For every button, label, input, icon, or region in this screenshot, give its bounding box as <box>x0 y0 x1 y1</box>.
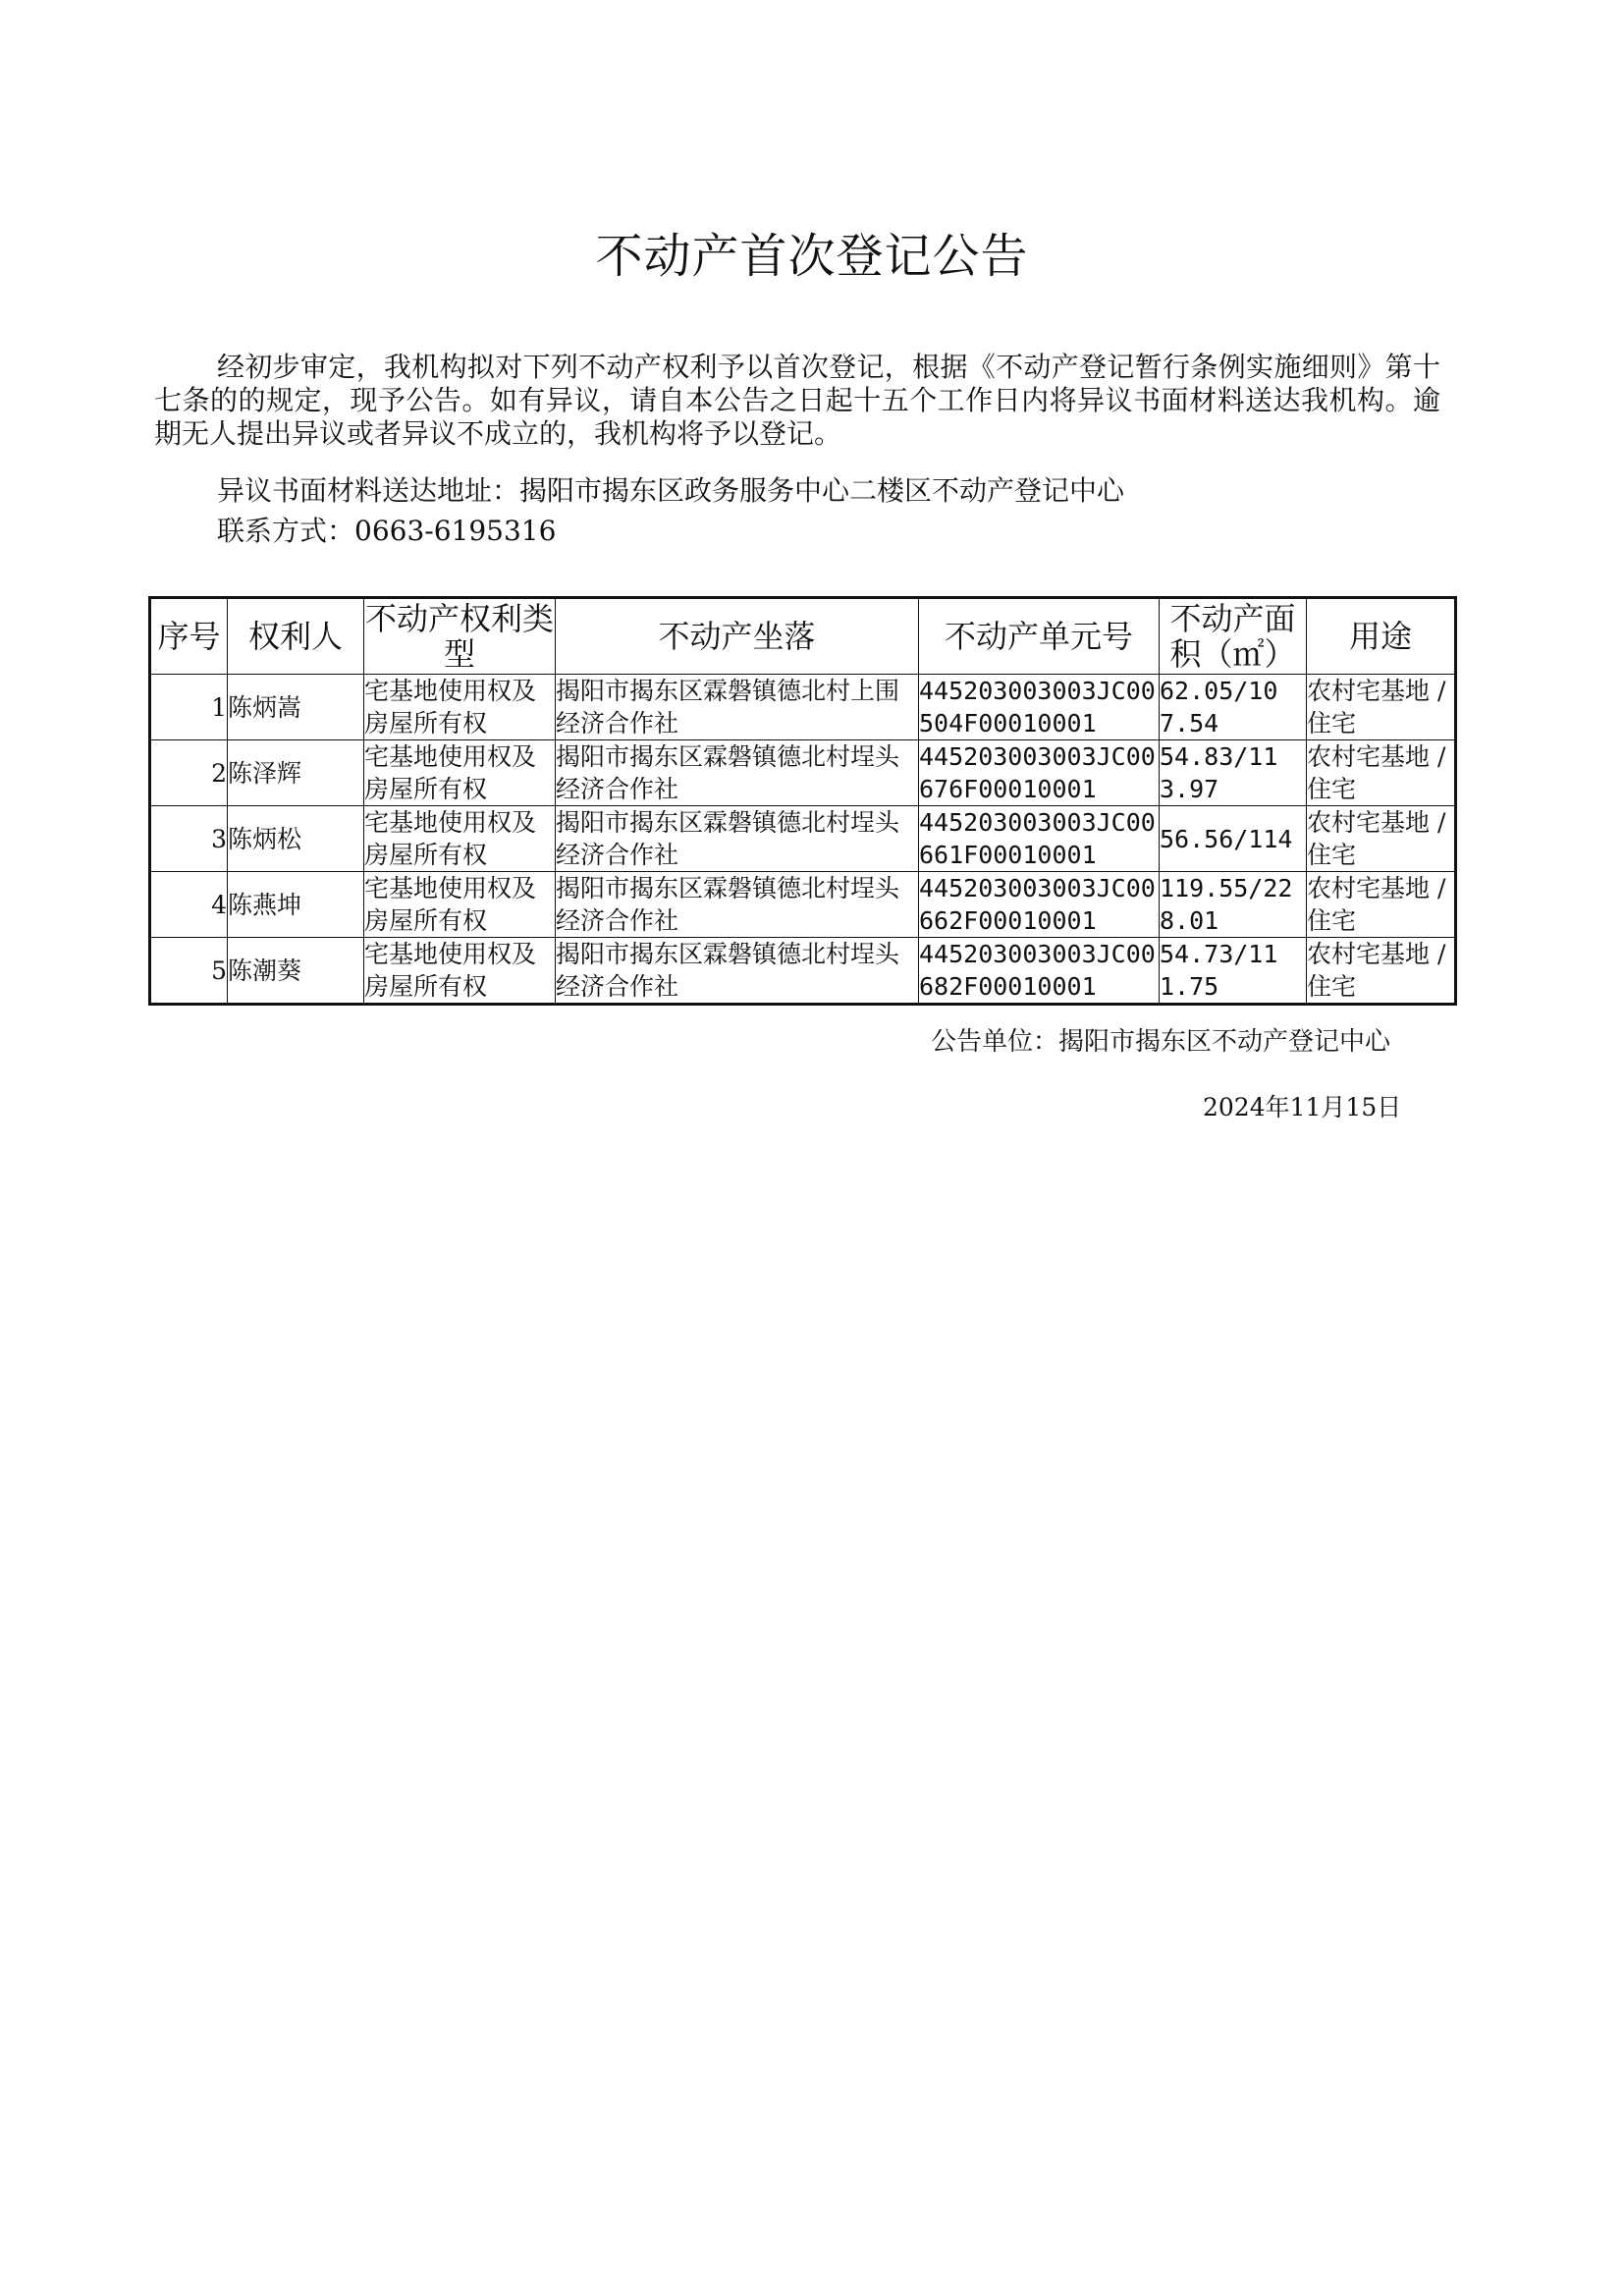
objection-address: 异议书面材料送达地址：揭阳市揭东区政务服务中心二楼区不动产登记中心 <box>217 474 1125 507</box>
cell-right-type: 宅基地使用权及房屋所有权 <box>364 740 556 806</box>
cell-use: 农村宅基地 / 住宅 <box>1307 938 1456 1005</box>
header-owner: 权利人 <box>228 598 364 675</box>
cell-use: 农村宅基地 / 住宅 <box>1307 675 1456 740</box>
cell-use: 农村宅基地 / 住宅 <box>1307 806 1456 872</box>
header-area: 不动产面积（㎡） <box>1160 598 1307 675</box>
cell-unit-no: 445203003003JC00676F00010001 <box>919 740 1160 806</box>
table-row <box>150 872 1456 938</box>
cell-location: 揭阳市揭东区霖磐镇德北村埕头经济合作社 <box>556 806 919 872</box>
page-title: 不动产首次登记公告 <box>595 229 1029 284</box>
header-seq: 序号 <box>150 598 228 675</box>
cell-seq: 4 <box>150 872 228 938</box>
contact-info: 联系方式：0663-6195316 <box>217 515 557 547</box>
cell-location: 揭阳市揭东区霖磐镇德北村埕头经济合作社 <box>556 740 919 806</box>
cell-unit-no: 445203003003JC00504F00010001 <box>919 675 1160 740</box>
cell-use: 农村宅基地 / 住宅 <box>1307 872 1456 938</box>
table-row <box>150 806 1456 872</box>
cell-right-type: 宅基地使用权及房屋所有权 <box>364 806 556 872</box>
cell-location: 揭阳市揭东区霖磐镇德北村埕头经济合作社 <box>556 872 919 938</box>
header-use: 用途 <box>1307 598 1456 675</box>
cell-location: 揭阳市揭东区霖磐镇德北村上围经济合作社 <box>556 675 919 740</box>
cell-seq: 1 <box>150 675 228 740</box>
intro-paragraph: 经初步审定，我机构拟对下列不动产权利予以首次登记，根据《不动产登记暂行条例实施细则》第十七条的的规定，现予公告。如有异议，请自本公告之日起十五个工作日内将异议书面材料送达我机构。逾期无人提出异议或者异议不成立的，我机构将予以登记。 <box>154 351 1440 450</box>
table-row <box>150 675 1456 740</box>
cell-area: 62.05/107.54 <box>1160 675 1307 740</box>
cell-owner: 陈泽辉 <box>228 740 364 806</box>
cell-right-type: 宅基地使用权及房屋所有权 <box>364 938 556 1005</box>
header-location: 不动产坐落 <box>556 598 919 675</box>
cell-owner: 陈燕坤 <box>228 872 364 938</box>
cell-unit-no: 445203003003JC00682F00010001 <box>919 938 1160 1005</box>
header-unit-no: 不动产单元号 <box>919 598 1160 675</box>
table-row <box>150 938 1456 1005</box>
cell-seq: 5 <box>150 938 228 1005</box>
cell-unit-no: 445203003003JC00662F00010001 <box>919 872 1160 938</box>
table-row <box>150 740 1456 806</box>
cell-right-type: 宅基地使用权及房屋所有权 <box>364 675 556 740</box>
registration-table <box>148 596 1457 1006</box>
cell-seq: 2 <box>150 740 228 806</box>
header-right-type: 不动产权利类型 <box>364 598 556 675</box>
cell-owner: 陈炳松 <box>228 806 364 872</box>
cell-owner: 陈潮葵 <box>228 938 364 1005</box>
cell-area: 119.55/228.01 <box>1160 872 1307 938</box>
cell-location: 揭阳市揭东区霖磐镇德北村埕头经济合作社 <box>556 938 919 1005</box>
cell-owner: 陈炳嵩 <box>228 675 364 740</box>
issue-date: 2024年11月15日 <box>1203 1093 1402 1121</box>
cell-area: 54.83/113.97 <box>1160 740 1307 806</box>
cell-seq: 3 <box>150 806 228 872</box>
cell-unit-no: 445203003003JC00661F00010001 <box>919 806 1160 872</box>
cell-use: 农村宅基地 / 住宅 <box>1307 740 1456 806</box>
cell-area: 54.73/111.75 <box>1160 938 1307 1005</box>
cell-right-type: 宅基地使用权及房屋所有权 <box>364 872 556 938</box>
cell-area: 56.56/114 <box>1160 806 1307 872</box>
table-header-row <box>150 598 1456 675</box>
issuing-unit: 公告单位：揭阳市揭东区不动产登记中心 <box>931 1027 1391 1057</box>
